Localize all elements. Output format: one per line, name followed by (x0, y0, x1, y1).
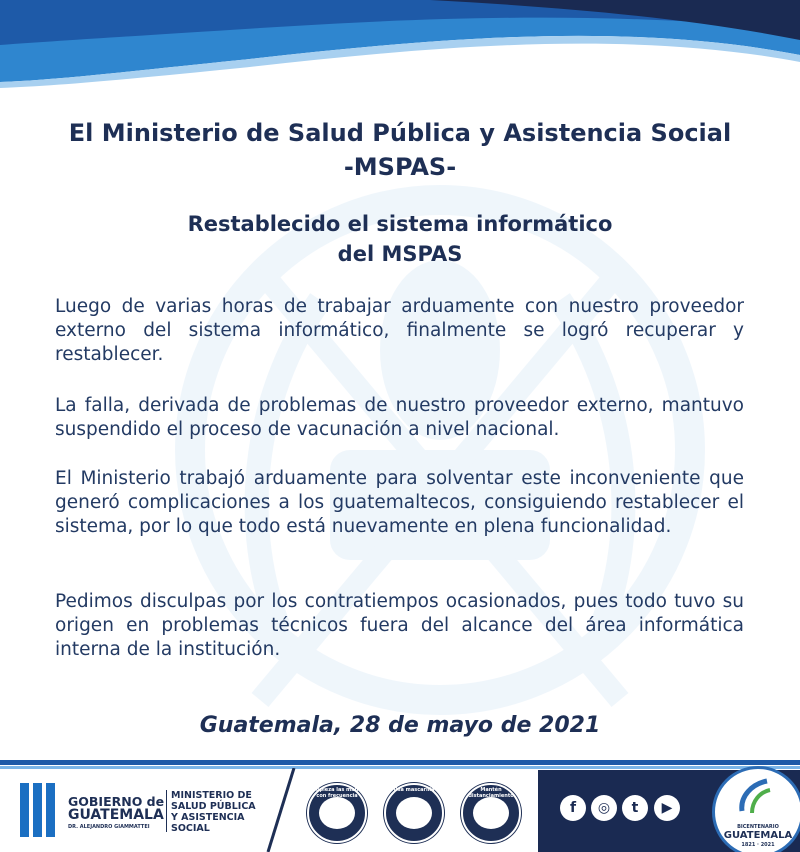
ministerio-line: MINISTERIO DE (171, 790, 252, 801)
gobierno-logo (18, 780, 278, 840)
ministerio-line: Y ASISTENCIA (171, 812, 245, 823)
footer-divider-light (0, 766, 800, 769)
top-wave-banner (0, 0, 800, 120)
youtube-icon[interactable]: ▶ (654, 795, 680, 821)
headline-continued: del MSPAS (337, 242, 463, 266)
badge-label: Mantén distanciamiento físico (468, 787, 514, 805)
ministerio-line: SOCIAL (171, 823, 210, 834)
dateline: Guatemala, 28 de mayo de 2021 (199, 713, 601, 738)
president-label: DR. ALEJANDRO GIAMMATTEI (68, 824, 150, 830)
instagram-icon[interactable]: ◎ (591, 795, 617, 821)
bicentenario-emblem-icon (712, 766, 798, 821)
gobierno-label: GOBIERNO de (68, 794, 165, 809)
page-title: El Ministerio de Salud Pública y Asistencia Social (68, 119, 732, 147)
ministerio-line: SALUD PÚBLICA (171, 801, 256, 812)
bicentenario-label: BICENTENARIO (737, 824, 779, 830)
page-title-acronym: -MSPAS- (343, 153, 457, 181)
hand-washing-badge (307, 783, 367, 843)
bicentenario-name: GUATEMALA (723, 830, 793, 841)
logo-divider (166, 790, 167, 832)
paragraph-3: El Ministerio trabajó arduamente para solventar este inconveniente que generó complicaciones a los guatemaltecos, consiguiendo restablecer el sistema, por lo que todo está nuevamente en plena funcionalidad. (55, 468, 744, 537)
facebook-icon[interactable]: f (560, 795, 586, 821)
bicentenario-years: 1821 · 2021 (741, 842, 775, 848)
paragraph-2: La falla, derivada de problemas de nuestro proveedor externo, mantuvo suspendido el proceso de vacunación a nivel nacional. (55, 395, 744, 440)
social-distance-badge (461, 783, 521, 843)
ministerio-label (171, 790, 256, 834)
gobierno-bars-icon (18, 780, 60, 840)
guatemala-label: GUATEMALA (68, 807, 164, 823)
face-mask-icon (396, 797, 432, 829)
hand-washing-icon (319, 797, 355, 829)
bicentenario-seal (712, 766, 800, 852)
badge-label: Usa mascarilla (393, 787, 435, 793)
footer-slash-divider (262, 768, 302, 852)
badge-label: Limpieza las manos con frecuencia (309, 787, 365, 799)
headline: Restablecido el sistema informático (187, 212, 613, 236)
paragraph-1: Luego de varias horas de trabajar arduamente con nuestro proveedor externo del sistema informático, finalmente se logró recuperar y restablecer. (55, 296, 744, 365)
footer-divider (0, 760, 800, 765)
twitter-icon[interactable]: t (622, 795, 648, 821)
paragraph-4: Pedimos disculpas por los contratiempos ocasionados, pues todo tuvo su origen en problemas técnicos fuera del alcance del área informática interna de la institución. (55, 591, 744, 660)
face-mask-badge (384, 783, 444, 843)
